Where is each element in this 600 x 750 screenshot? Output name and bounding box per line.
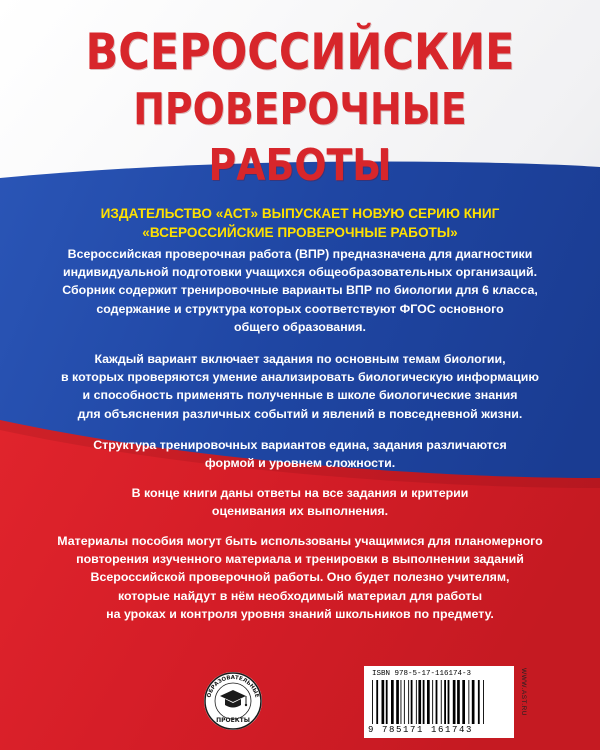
paragraph-intro bbox=[40, 245, 560, 336]
paragraph-line: и способность применять полученные в школе биологические знания bbox=[82, 388, 518, 403]
series-headline bbox=[20, 204, 580, 242]
barcode-bar bbox=[391, 680, 394, 724]
isbn-number: ISBN 978-5-17-116174-3 bbox=[372, 670, 472, 678]
paragraph-line: в которых проверяются умение анализировать биологическую информацию bbox=[61, 370, 539, 385]
barcode-bar bbox=[386, 680, 388, 724]
paragraph-line: Материалы пособия могут быть использованы учащимися для планомерного bbox=[57, 534, 543, 548]
paragraph-structure bbox=[40, 436, 560, 472]
barcode-bar bbox=[411, 680, 413, 724]
paragraph-line: формой и уровнем сложности. bbox=[204, 456, 396, 471]
barcode-bar bbox=[404, 680, 405, 724]
barcode-bar bbox=[432, 680, 433, 724]
barcode-bar bbox=[483, 680, 484, 724]
publisher-logo bbox=[202, 668, 264, 734]
title-line-1: ВСЕРОССИЙСКИЕ bbox=[85, 23, 515, 81]
logo-bottom-text: ПРОЕКТЫ bbox=[216, 717, 250, 724]
barcode-bar bbox=[441, 680, 442, 724]
barcode-bar bbox=[427, 680, 430, 724]
paragraph-line: индивидуальной подготовки учащихся общеобразовательных организаций. bbox=[62, 265, 538, 280]
headline-line-1: ИЗДАТЕЛЬСТВО «АСТ» ВЫПУСКАЕТ НОВУЮ СЕРИЮ КНИГ bbox=[100, 206, 500, 221]
barcode-bar bbox=[401, 680, 402, 724]
barcode-bar bbox=[408, 680, 409, 724]
barcode-bar bbox=[396, 680, 399, 724]
barcode-bar bbox=[472, 680, 475, 724]
barcode-bar bbox=[418, 680, 421, 724]
paragraph-line: повторения изученного материала и тренировки в выполнении заданий bbox=[76, 552, 524, 567]
barcode-bar bbox=[416, 680, 417, 724]
paragraph-answers bbox=[40, 484, 560, 520]
barcode-bar bbox=[457, 680, 460, 724]
barcode-bar bbox=[478, 680, 480, 724]
paragraph-line: В конце книги даны ответы на все задания и критерии bbox=[131, 486, 469, 500]
barcode-bar bbox=[444, 680, 446, 724]
barcode-block bbox=[364, 666, 514, 738]
paragraph-line: на уроках и контроля уровня знаний школьников по предмету. bbox=[106, 606, 494, 621]
paragraph-line: которые найдут в нём необходимый материал для работы bbox=[117, 588, 483, 603]
barcode-bar bbox=[448, 680, 450, 724]
logo-arc-text: ОБРАЗОВАТЕЛЬНЫЕ bbox=[206, 674, 260, 699]
barcode-bars bbox=[370, 680, 508, 726]
headline-line-2: «ВСЕРОССИЙСКИЕ ПРОВЕРОЧНЫЕ РАБОТЫ» bbox=[142, 225, 458, 240]
logo-svg bbox=[202, 668, 264, 734]
paragraph-line: оценивания их выполнения. bbox=[211, 504, 389, 519]
publisher-website: WWW.AST.RU bbox=[520, 668, 527, 716]
title-line-2: ПРОВЕРОЧНЫЕ РАБОТЫ bbox=[133, 84, 467, 191]
ean-digits: 9 785171 161743 bbox=[368, 725, 474, 735]
barcode-bar bbox=[436, 680, 438, 724]
paragraph-line: содержание и структура которых соответствуют ФГОС основного bbox=[96, 301, 504, 316]
paragraph-line: Структура тренировочных вариантов едина, задания различаются bbox=[93, 438, 507, 452]
paragraph-usage bbox=[40, 532, 560, 623]
barcode-bar bbox=[382, 680, 385, 724]
barcode-bar bbox=[376, 680, 378, 724]
cover-title bbox=[0, 22, 600, 194]
barcode-bar bbox=[423, 680, 425, 724]
paragraph-line: Всероссийской проверочной работы. Оно будет полезно учителям, bbox=[90, 570, 510, 585]
paragraph-line: Сборник содержит тренировочные варианты ВПР по биологии для 6 класса, bbox=[62, 283, 538, 298]
paragraph-line: общего образования. bbox=[234, 319, 366, 334]
paragraph-variants bbox=[40, 350, 560, 423]
barcode-bar bbox=[462, 680, 465, 724]
barcode-bar bbox=[372, 680, 373, 724]
paragraph-line: Каждый вариант включает задания по основным темам биологии, bbox=[94, 352, 506, 366]
paragraph-line: для объяснения различных событий и явлений в повседневной жизни. bbox=[77, 406, 523, 421]
paragraph-line: Всероссийская проверочная работа (ВПР) предназначена для диагностики bbox=[67, 247, 533, 261]
barcode-bar bbox=[468, 680, 469, 724]
barcode-bar bbox=[453, 680, 456, 724]
